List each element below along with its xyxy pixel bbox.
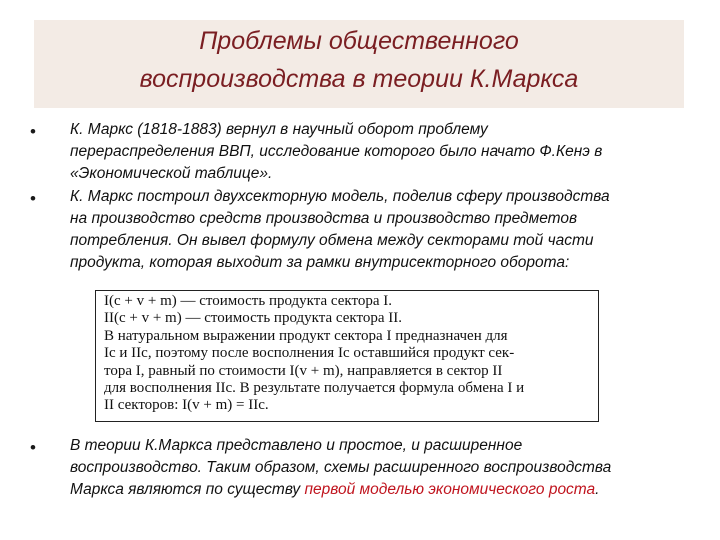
bullet-2-line-1: К. Маркс построил двухсекторную модель, поделив сферу производства bbox=[70, 188, 610, 205]
bullet-3-line-3 bbox=[70, 479, 695, 501]
bullet-2-line-2: на производство средств производства и производство предметов bbox=[70, 210, 578, 227]
bullet-text-2 bbox=[70, 186, 695, 274]
bullet-3-line-3-suffix: . bbox=[595, 481, 600, 498]
bullet-marker-1: • bbox=[30, 122, 36, 141]
formula-line-4: Ic и IIc, поэтому после восполнения Ic оставшийся продукт сек- bbox=[104, 345, 515, 362]
title-line-2: воспроизводства в теории К.Маркса bbox=[139, 65, 579, 93]
bullet-text-1 bbox=[70, 119, 695, 185]
economic-growth-highlight: первой моделью экономического роста bbox=[304, 481, 596, 498]
bullet-3-line-2: воспроизводство. Таким образом, схемы расширенного воспроизводства bbox=[70, 459, 612, 476]
formula-line-7: II секторов: I(v + m) = IIc. bbox=[104, 397, 269, 414]
bullet-2-line-4: продукта, которая выходит за рамки внутрисекторного оборота: bbox=[70, 254, 570, 271]
slide-title bbox=[34, 22, 684, 98]
formula-line-6: для восполнения IIc. В результате получается формула обмена I и bbox=[104, 380, 525, 397]
bullet-text-3 bbox=[70, 435, 695, 501]
bullet-marker-3: • bbox=[30, 438, 36, 457]
bullet-1-line-2: перераспределения ВВП, исследование которого было начато Ф.Кенэ в bbox=[70, 143, 603, 160]
bullet-1-line-3: «Экономической таблице». bbox=[70, 165, 273, 182]
bullet-marker-2: • bbox=[30, 189, 36, 208]
bullet-3-line-3-prefix: Маркса являются по существу bbox=[70, 481, 305, 498]
title-line-1: Проблемы общественного bbox=[199, 27, 519, 55]
formula-text bbox=[104, 293, 594, 415]
bullet-2-line-3: потребления. Он вывел формулу обмена между секторами той части bbox=[70, 232, 594, 249]
formula-line-2: II(c + v + m) — стоимость продукта сектора II. bbox=[104, 310, 402, 327]
bullet-1-line-1: К. Маркс (1818-1883) вернул в научный оборот проблему bbox=[70, 121, 488, 138]
bullet-3-line-1: В теории К.Маркса представлено и простое, и расширенное bbox=[70, 437, 523, 454]
formula-line-3: В натуральном выражении продукт сектора I предназначен для bbox=[104, 327, 508, 344]
formula-line-5: тора I, равный по стоимости I(v + m), направляется в сектор II bbox=[104, 362, 503, 379]
formula-line-1: I(c + v + m) — стоимость продукта сектора I. bbox=[104, 293, 393, 309]
